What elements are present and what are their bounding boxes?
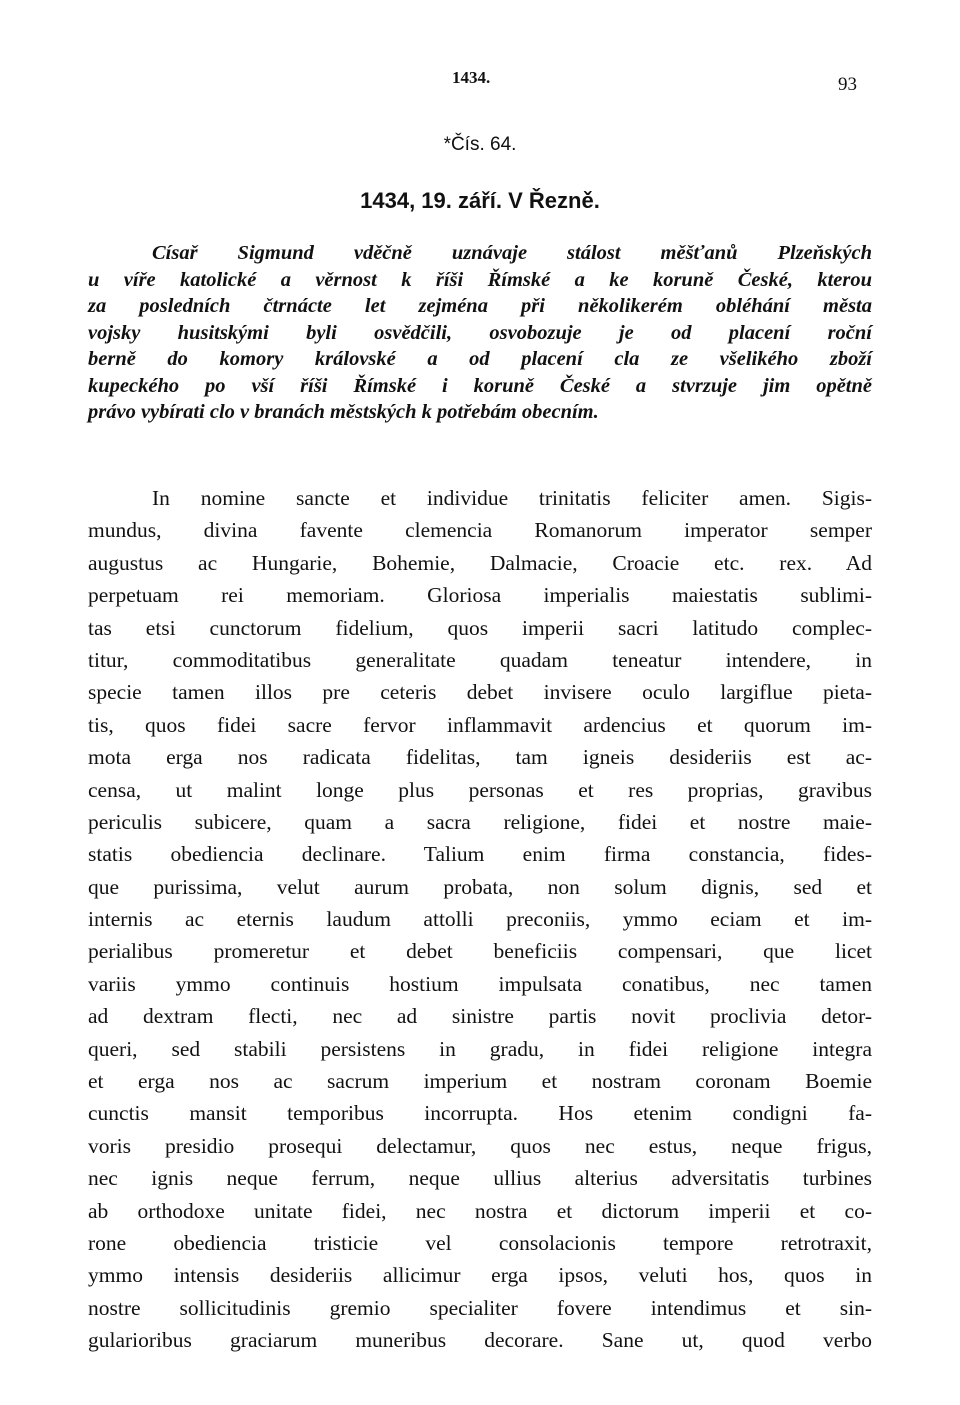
body-line: statis obediencia declinare. Talium enim firma constancia, fides- (88, 842, 872, 867)
body-line: internis ac eternis laudum attolli preconiis, ymmo eciam et im- (88, 907, 872, 932)
page-number: 93 (838, 74, 857, 95)
body-line: ab orthodoxe unitate fidei, nec nostra et dictorum imperii et co- (88, 1198, 872, 1223)
regest-line: u víře katolické a věrnost k říši Římské a ke koruně České, kterou (88, 268, 872, 291)
body-line: voris presidio prosequi delectamur, quos nec estus, neque frigus, (88, 1133, 872, 1158)
body-line: perpetuam rei memoriam. Gloriosa imperialis maiestatis sublimi- (88, 583, 872, 608)
body-line: In nomine sancte et individue trinitatis feliciter amen. Sigis- (152, 486, 872, 510)
date-and-place-heading: 1434, 19. září. V Řezně. (360, 188, 600, 213)
running-head-year: 1434. (452, 68, 491, 87)
body-line: titur, commoditatibus generalitate quadam teneatur intendere, in (88, 647, 872, 672)
body-line: tis, quos fidei sacre fervor inflammavit ardencius et quorum im- (88, 712, 872, 737)
body-line: specie tamen illos pre ceteris debet invisere oculo largiflue pieta- (88, 680, 872, 705)
latin-charter-text (88, 482, 872, 1357)
body-line: rone obediencia tristicie vel consolacionis tempore retrotraxit, (88, 1230, 872, 1255)
regest-line: berně do komory královské a od placení cla ze všelikého zboží (88, 348, 872, 370)
document-number: *Čís. 64. (443, 134, 517, 155)
body-line: gularioribus graciarum muneribus decorare. Sane ut, quod verbo (88, 1328, 872, 1353)
body-line: queri, sed stabili persistens in gradu, in fidei religione integra (88, 1036, 872, 1061)
running-head (0, 68, 960, 96)
regest-line: za posledních čtrnácte let zejména při několikerém obléhání města (88, 295, 872, 317)
regest-line: vojsky husitskými byli osvědčili, osvobozuje je od placení roční (88, 321, 872, 344)
body-line: perialibus promeretur et debet beneficiis compensari, que licet (88, 939, 872, 964)
regest-line: Císař Sigmund vděčně uznávaje stálost měšťanů Plzeňských (152, 242, 872, 264)
body-line: que purissima, velut aurum probata, non solum dignis, sed et (88, 874, 872, 899)
body-line: cunctis mansit temporibus incorrupta. Hos etenim condigni fa- (88, 1101, 872, 1126)
body-line: mundus, divina favente clemencia Romanorum imperator semper (88, 518, 872, 543)
body-line: mota erga nos radicata fidelitas, tam igneis desideriis est ac- (88, 745, 872, 770)
body-line: tas etsi cunctorum fidelium, quos imperii sacri latitudo complec- (88, 615, 872, 640)
regest-line: kupeckého po vší říši Římské i koruně České a stvrzuje jim opětně (88, 374, 872, 397)
body-line: ymmo intensis desideriis allicimur erga ipsos, veluti hos, quos in (88, 1263, 872, 1288)
body-line: nec ignis neque ferrum, neque ullius alterius adversitatis turbines (88, 1166, 872, 1191)
regest-line: právo vybírati clo v branách městských k potřebám obecním. (88, 401, 599, 423)
body-line: ad dextram flecti, nec ad sinistre partis novit proclivia detor- (88, 1004, 872, 1029)
body-line: nostre sollicitudinis gremio specialiter fovere intendimus et sin- (88, 1295, 872, 1320)
body-line: periculis subicere, quam a sacra religione, fidei et nostre maie- (88, 809, 872, 834)
body-line: augustus ac Hungarie, Bohemie, Dalmacie, Croacie etc. rex. Ad (88, 550, 872, 575)
body-line: et erga nos ac sacrum imperium et nostram coronam Boemie (88, 1069, 872, 1094)
czech-regest (88, 240, 872, 426)
body-line: variis ymmo continuis hostium impulsata conatibus, nec tamen (88, 971, 872, 996)
body-line: censa, ut malint longe plus personas et res proprias, gravibus (88, 777, 872, 802)
